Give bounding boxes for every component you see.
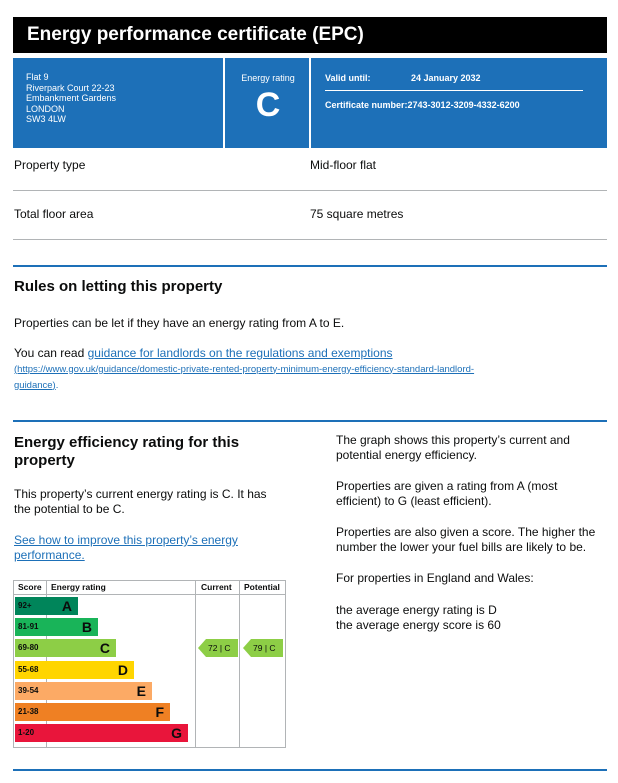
band-bar (46, 661, 134, 679)
band-bar (46, 682, 152, 700)
current-rating-marker-label: 72 | C (208, 643, 231, 654)
divider (325, 90, 583, 91)
certificate-number-row (325, 100, 520, 110)
address-line: SW3 4LW (26, 114, 66, 124)
letting-guidance-paragraph (14, 346, 604, 393)
floor-area-row (13, 190, 607, 240)
band-letter: B (81, 619, 92, 636)
potential-rating-marker (243, 639, 283, 657)
band-letter: E (136, 682, 146, 699)
band-bar (46, 724, 188, 742)
rating-band-c (14, 639, 194, 657)
energy-rating-column-header: Energy rating (51, 582, 106, 592)
page-title: Energy performance certificate (EPC) (13, 17, 607, 53)
guidance-prefix: You can read (14, 346, 88, 360)
band-letter: C (99, 640, 110, 657)
section-divider (13, 769, 607, 771)
rating-band-e (14, 682, 194, 700)
average-rating-line: the average energy rating is D (336, 603, 497, 617)
section-divider (13, 265, 607, 267)
current-rating-line: This property’s current energy rating is C. It has (14, 487, 267, 501)
energy-rating-label: Energy rating (241, 73, 295, 83)
floor-area-label: Total floor area (14, 207, 94, 221)
certificate-number-value: 2743-3012-3209-4332-6200 (407, 100, 520, 110)
landlord-guidance-link[interactable]: guidance for landlords on the regulations and exemptions (87, 346, 393, 360)
potential-column-header: Potential (244, 582, 280, 592)
property-address (13, 58, 225, 148)
score-column-header: Score (18, 582, 42, 592)
valid-until-label: Valid until: (325, 73, 371, 83)
address-line: Flat 9 (26, 72, 49, 82)
band-score-range: 39-54 (15, 682, 46, 700)
graph-explanation (336, 433, 611, 462)
efficiency-heading (14, 434, 239, 470)
guidance-url-link[interactable] (14, 364, 474, 391)
current-rating-line: the potential to be C. (14, 501, 125, 516)
improve-link-line: performance. (14, 547, 85, 562)
guidance-suffix: . (55, 379, 59, 391)
current-rating-marker (198, 639, 238, 657)
band-score-range: 92+ (15, 597, 46, 615)
certificate-number-label: Certificate number: (325, 100, 408, 110)
band-bar (46, 597, 78, 615)
average-score-line: the average energy score is 60 (336, 617, 501, 632)
band-bar (46, 618, 98, 636)
band-score-range: 81-91 (15, 618, 46, 636)
band-bar (46, 703, 170, 721)
rating-scale-line: efficient) to G (least efficient). (336, 493, 492, 508)
rating-band-g (14, 724, 194, 742)
validity-box (311, 58, 607, 148)
rating-band-f (14, 703, 194, 721)
efficiency-heading-line: property (14, 452, 75, 469)
band-score-range: 1-20 (15, 724, 46, 742)
improve-energy-link[interactable] (14, 533, 238, 562)
rating-scale-line: Properties are given a rating from A (most (336, 479, 558, 493)
rating-band-b (14, 618, 194, 636)
rating-band-a (14, 597, 194, 615)
rating-band-d (14, 661, 194, 679)
band-letter: G (171, 725, 182, 742)
england-wales-note: For properties in England and Wales: (336, 571, 534, 585)
band-score-range: 21-38 (15, 703, 46, 721)
rating-scale-explanation (336, 479, 611, 508)
current-rating-text (14, 487, 267, 516)
band-letter: F (155, 704, 164, 720)
address-line: LONDON (26, 103, 65, 114)
band-score-range: 55-68 (15, 661, 46, 679)
chart-header-divider (14, 594, 285, 595)
section-divider (13, 420, 607, 422)
valid-until-row (325, 73, 481, 83)
guidance-url-line: guidance) (14, 379, 56, 391)
band-score-range: 69-80 (15, 639, 46, 657)
property-type-value: Mid-floor flat (310, 158, 377, 172)
score-explanation (336, 525, 611, 554)
score-explanation-line: Properties are also given a score. The higher the (336, 525, 596, 539)
current-column-header: Current (201, 582, 232, 592)
valid-until-value: 24 January 2032 (411, 73, 481, 83)
graph-explanation-line: potential energy efficiency. (336, 447, 477, 462)
efficiency-heading-line: Energy efficiency rating for this (14, 434, 240, 451)
energy-rating-box (227, 58, 311, 148)
letting-heading: Rules on letting this property (14, 278, 223, 295)
address-line: Embankment Gardens (26, 93, 117, 103)
improve-link-line: See how to improve this property’s energy (14, 533, 238, 547)
property-type-row (13, 148, 607, 191)
property-type-label: Property type (14, 158, 86, 172)
band-letter: A (61, 598, 72, 614)
score-explanation-line: number the lower your fuel bills are likely to be. (336, 539, 587, 554)
chart-column-divider (239, 581, 240, 747)
band-letter: D (117, 661, 128, 678)
average-rating-text (336, 603, 611, 632)
summary-panel (13, 58, 607, 148)
energy-rating-chart (13, 580, 286, 748)
guidance-url-line: (https://www.gov.uk/guidance/domestic-private-rented-property-minimum-energy-efficiency-standard-landlord- (14, 363, 475, 375)
address-line: Riverpark Court 22-23 (26, 82, 115, 93)
energy-rating-letter: C (255, 86, 281, 124)
band-bar (46, 639, 116, 657)
letting-paragraph: Properties can be let if they have an energy rating from A to E. (14, 316, 345, 330)
floor-area-value: 75 square metres (310, 207, 404, 221)
graph-explanation-line: The graph shows this property’s current and (336, 433, 570, 447)
potential-rating-marker-label: 79 | C (253, 643, 276, 654)
chart-column-divider (195, 581, 196, 747)
